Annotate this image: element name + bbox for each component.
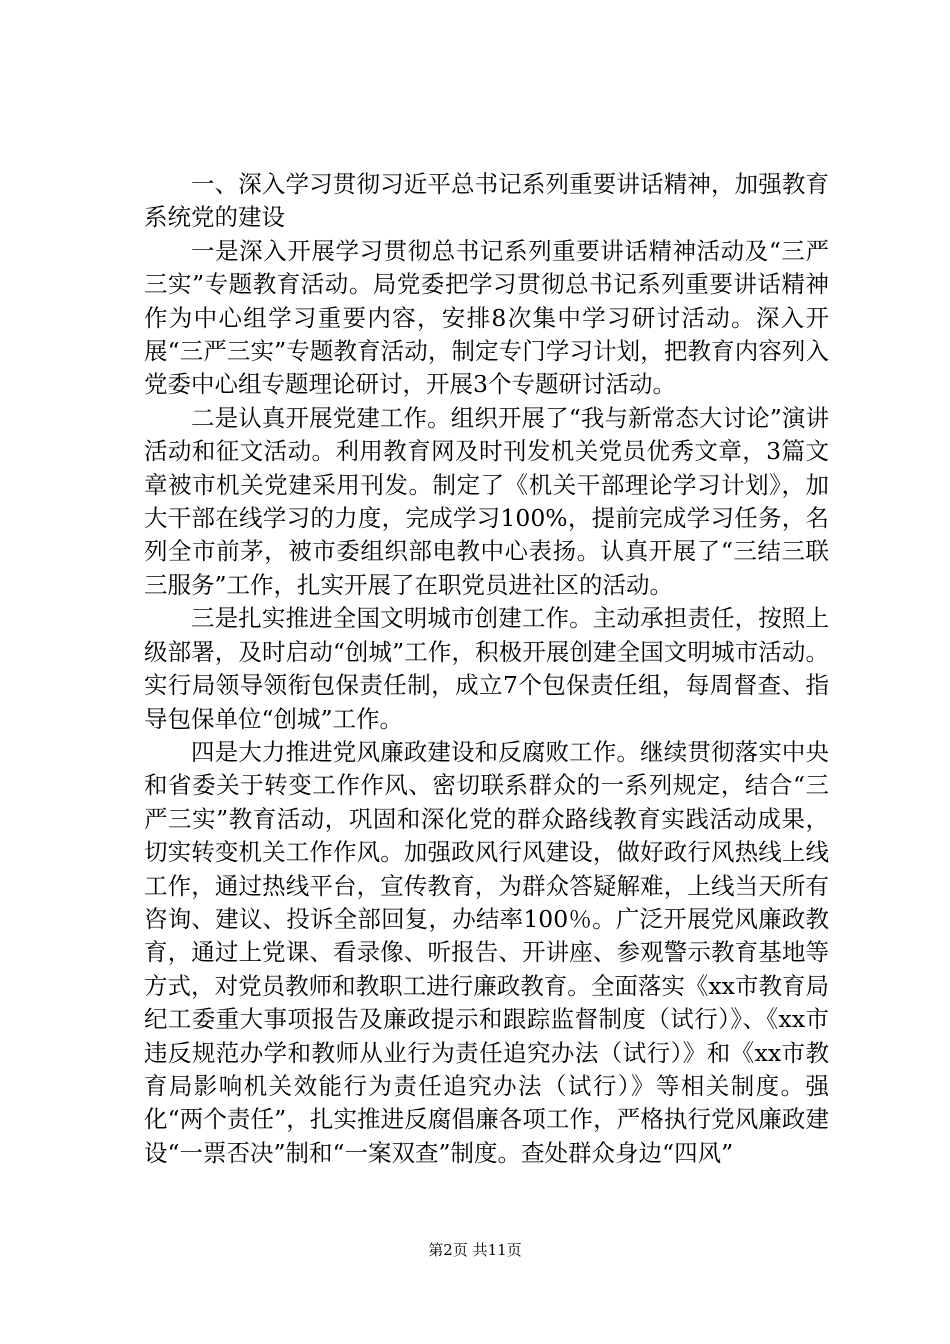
page-number-footer: 第2页 共11页 [428,1241,522,1259]
paragraph-study: 一是深入开展学习贯彻总书记系列重要讲话精神活动及“三严三实”专题教育活动。局党委把学习贯彻总书记系列重要讲话精神作为中心组学习重要内容，安排8次集中学习研讨活动。深入开展“三严三实”专题教育活动，制定专门学习计划，把教育内容列入党委中心组专题理论研讨，开展3个专题研讨活动。 [144,236,829,399]
paragraph-civilized-city: 三是扎实推进全国文明城市创建工作。主动承担责任，按照上级部署，及时启动“创城”工作，积极开展创建全国文明城市活动。实行局领导领衔包保责任制，成立7个包保责任组，每周督查、指导包保单位“创城”工作。 [144,604,829,733]
paragraph-party-building: 二是认真开展党建工作。组织开展了“我与新常态大讨论”演讲活动和征文活动。利用教育网及时刊发机关党员优秀文章，3篇文章被市机关党建采用刊发。制定了《机关干部理论学习计划》，加大干部在线学习的力度，完成学习100%，提前完成学习任务，名列全市前茅，被市委组织部电教中心表扬。认真开展了“三结三联三服务”工作，扎实开展了在职党员进社区的活动。 [144,403,829,599]
section-heading: 一、深入学习贯彻习近平总书记系列重要讲话精神，加强教育系统党的建设 [144,170,829,232]
paragraph-anti-corruption: 四是大力推进党风廉政建设和反腐败工作。继续贯彻落实中央和省委关于转变工作作风、密切联系群众的一系列规定，结合“三严三实”教育活动，巩固和深化党的群众路线教育实践活动成果，切实转变机关工作作风。加强政风行风建设，做好政行风热线上线工作，通过热线平台，宣传教育，为群众答疑解难，上线当天所有咨询、建议、投诉全部回复，办结率100％。广泛开展党风廉政教育，通过上党课、看录像、听报告、开讲座、参观警示教育基地等方式，对党员教师和教职工进行廉政教育。全面落实《xx市教育局纪工委重大事项报告及廉政提示和跟踪监督制度（试行）》、《xx市违反规范办学和教师从业行为责任追究办法（试行）》和《xx市教育局影响机关效能行为责任追究办法（试行）》等相关制度。强化“两个责任”，扎实推进反腐倡廉各项工作，严格执行党风廉政建设“一票否决”制和“一案双查”制度。查处群众身边“四风” [144,737,829,1167]
document-body [144,168,829,1170]
